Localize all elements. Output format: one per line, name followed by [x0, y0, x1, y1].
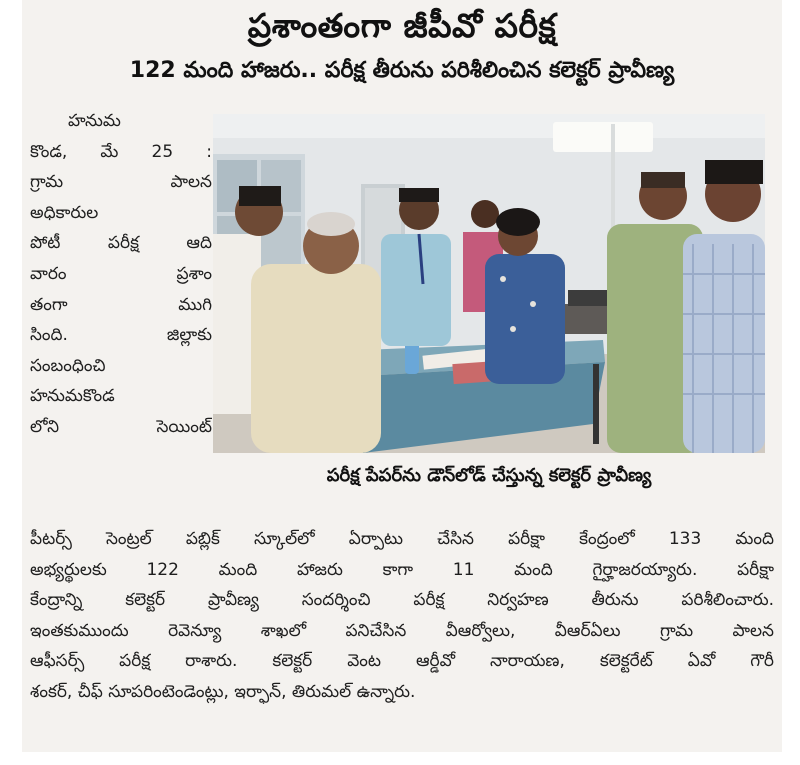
photo-caption: పరీక్ష పేపర్‌ను డౌన్‌లోడ్ చేస్తున్న కలెక్టర్ ప్రావీణ్య	[326, 465, 652, 486]
body-line: అభ్యర్థులకు 122 మంది హాజరు కాగా 11 మంది గైర్హాజరయ్యారు. పరీక్షా	[30, 559, 774, 580]
body-line: గ్రామ పాలన	[30, 172, 212, 193]
body-line: ఇంతకుముందు రెవెన్యూ శాఖలో పనిచేసిన వీఆర్వోలు, వీఆర్ఏలు గ్రామ పాలన	[30, 620, 774, 641]
body-line: కొండ, మే 25 :	[30, 141, 212, 162]
body-line: కేంద్రాన్ని కలెక్టర్ ప్రావీణ్య సందర్శించి పరీక్ష నిర్వహణ తీరును పరిశీలించారు.	[30, 590, 774, 611]
article-narrow-column	[30, 106, 212, 443]
body-line: ఆఫీసర్స్ పరీక్ష రాశారు. కలెక్టర్ వెంట ఆర్డీవో నారాయణ, కలెక్టరేట్ ఏవో గౌరీ	[30, 651, 774, 672]
body-line: సంబంధించి	[30, 355, 106, 376]
body-line: అధికారుల	[30, 202, 99, 223]
body-line: తంగా ముగి	[30, 294, 212, 315]
body-line: సింది. జిల్లాకు	[30, 325, 212, 346]
body-line: హనుమకొండ	[30, 386, 115, 407]
headline: ప్రశాంతంగా జీపీవో పరీక్ష	[247, 6, 557, 45]
news-photo	[213, 114, 765, 453]
body-line: హనుమ	[68, 111, 121, 131]
body-line: లోని సెయింట్	[30, 416, 212, 437]
body-line: పోటీ పరీక్ష ఆది	[30, 233, 212, 254]
subheadline: 122 మంది హాజరు.. పరీక్ష తీరును పరిశీలించిన కలెక్టర్ ప్రావీణ్య	[129, 58, 675, 83]
body-line: పీటర్స్ సెంట్రల్ పబ్లిక్ స్కూల్‌లో ఏర్పాటు చేసిన పరీక్షా కేంద్రంలో 133 మంది	[30, 529, 774, 549]
body-line: వారం ప్రశాం	[30, 263, 212, 284]
news-clipping	[22, 0, 782, 752]
article-wide-body	[30, 524, 774, 708]
body-line: శంకర్, చీఫ్ సూపరింటెండెంట్లు, ఇర్ఫాన్, తిరుమల్ ఉన్నారు.	[30, 681, 416, 702]
